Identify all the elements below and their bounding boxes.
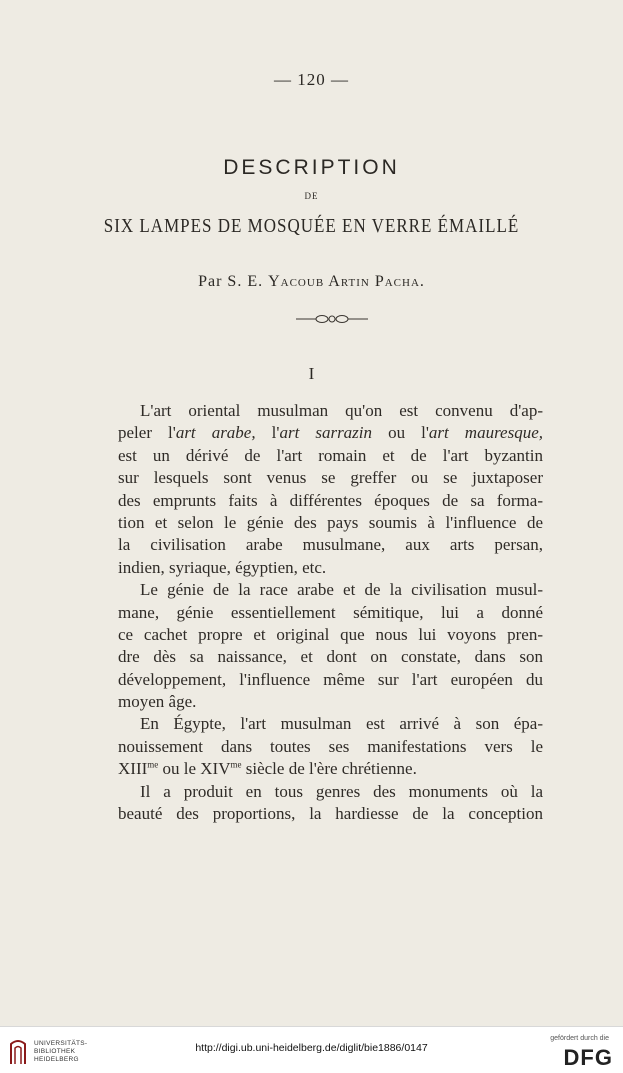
text-line: indien, syriaque, égyptien, etc. [118,557,327,577]
text-line: sur lesquels sont venus se greffer ou se juxtaposer [118,468,543,488]
author-line [0,273,623,291]
text-line: des emprunts faits à différentes époques de sa forma- [118,490,543,510]
text-line: peler l'art arabe, l'art sarrazin ou l'art mauresque, [118,423,544,443]
text-line: Le génie de la race arabe et de la civilisation musul- [140,580,543,600]
section-numeral: I [308,364,315,383]
digitization-footer [0,1026,623,1073]
text-line: est un dérivé de l'art romain et de l'art byzantin [118,445,543,465]
ornament-divider-icon [296,312,368,326]
text-line: mane, génie essentiellement sémitique, lui a donné [118,602,543,622]
page-number: — 120 — [274,70,349,89]
text-line: $XIII^{me}$ ou le $XIV^{me}$ siècle de l'ère chrétienne. [118,759,417,779]
text-line: dre dès sa naissance, et dont on constate, dans son [118,647,543,667]
article-title: DESCRIPTION [223,156,400,179]
text-line: En Égypte, l'art musulman est arrivé à son épa- [140,714,543,734]
body-text [118,400,543,825]
dfg-logo: DFG [563,1045,613,1070]
article-subtitle: SIX LAMPES DE MOSQUÉE EN VERRE ÉMAILLÉ [103,214,520,237]
text-line: tion et selon le génie des pays soumis à l'influence de [118,512,543,532]
text-line: moyen âge. [118,692,197,712]
author-prefix: Par S. E. [198,273,264,290]
text-line: beauté des proportions, la hardiesse de la conception [118,804,543,824]
funded-by-label: gefördert durch die [550,1035,609,1042]
institution-name: UNIVERSITÄTS- BIBLIOTHEK HEIDELBERG [34,1040,88,1063]
text-line: L'art oriental musulman qu'on est convenu d'ap- [140,401,543,420]
author-name: Yacoub Artin Pacha. [268,273,425,290]
source-url-link[interactable]: http://digi.ub.uni-heidelberg.de/diglit/bie1886/0147 [195,1042,428,1054]
text-line: développement, l'influence même sur l'art européen du [118,669,543,689]
text-line: la civilisation arabe musulmane, aux arts persan, [118,535,543,555]
text-line: Il a produit en tous genres des monuments où la [140,781,543,801]
text-line: nouissement dans toutes ses manifestations vers le [118,736,543,756]
title-connector: DE [304,191,319,201]
text-line: ce cachet propre et original que nous lui voyons pren- [118,624,543,644]
